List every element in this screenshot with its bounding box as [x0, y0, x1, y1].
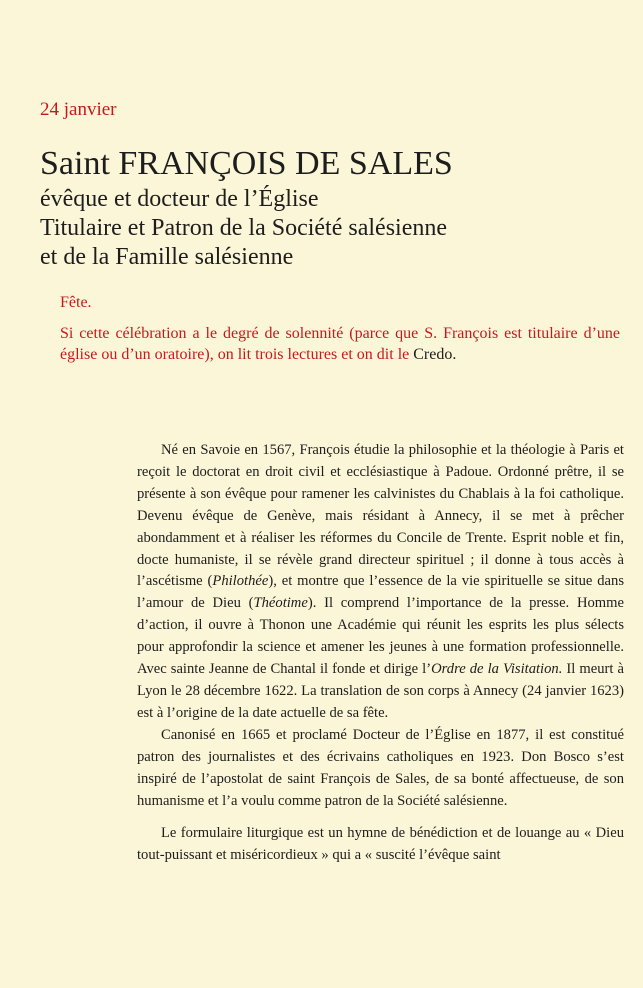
title-philothee: Philothée — [212, 573, 269, 590]
paragraph-biography-part-a: Né en Savoie en 1567, François étudie la philosophie et la théologie à Paris et reçoit le doctorat en droit civil et ecclésiastique à Padoue. Ordonné prêtre, il se présente à son évêque pour ramener les calvinistes du Chablais à la foi catholique. Devenu évêque de Genève, mais résidant à Annecy, il se met à prêcher abondamment et à réaliser les réformes du Concile de Trente. Esprit noble et fin, docte humaniste, il se révèle grand directeur spirituel ; il donne à tous accès à l’ascétisme ( — [137, 442, 624, 590]
biography-text — [137, 440, 624, 867]
rubric-feast-rank: Fête. — [60, 294, 92, 311]
subtitle-line-3: et de la Famille salésienne — [40, 244, 294, 270]
subtitle-line-1: évêque et docteur de l’Église — [40, 186, 319, 212]
liturgical-rubric — [60, 292, 620, 375]
feast-date: 24 janvier — [40, 99, 117, 120]
paragraph-canonization: Canonisé en 1665 et proclamé Docteur de l’Église en 1877, il est constitué patron des journalistes et des écrivains catholiques en 1923. Don Bosco s’est inspiré de l’apostolat de saint François de Sales, de sa bonté affectueuse, de son humanisme et l’a voulu comme patron de la Société salésienne. — [137, 726, 624, 809]
paragraph-biography-part-g: Il meurt à Lyon le 28 décembre 1622. La translation de son corps à Annecy (24 janvier 1623) est à l’origine de la date actuelle de sa fête. — [137, 661, 625, 721]
rubric-solemnity-text: Si cette célébration a le degré de solennité (parce que S. François est titulaire d’une église ou d’un oratoire), on lit trois lectures et on dit le — [60, 325, 620, 363]
saint-name-heading: Saint FRANÇOIS DE SALES — [40, 145, 453, 182]
paragraph-liturgy: Le formulaire liturgique est un hymne de bénédiction et de louange au « Dieu tout-puissant et miséricordieux » qui a « suscité l’évêque saint — [137, 825, 624, 864]
title-ordre-visitation: Ordre de la Visitation. — [431, 661, 563, 678]
paragraph-biography-part-c: ), et montre que l’essence de la vie spirituelle se situe dans l’amour de Dieu ( — [137, 573, 625, 612]
rubric-solemnity-note — [60, 323, 620, 365]
subtitle-line-2: Titulaire et Patron de la Société salésienne — [40, 215, 448, 241]
paragraph-biography-part-e: ). Il comprend l’importance de la presse. Homme d’action, il ouvre à Thonon une Académie qui réunit les esprits les plus sélects pour approfondir la science et amener les jeunes à une formation professionnelle. Avec sainte Jeanne de Chantal il fonde et dirige l’ — [137, 595, 624, 678]
rubric-credo: Credo. — [413, 346, 457, 363]
title-block — [40, 145, 630, 272]
title-theotime: Théotime — [253, 595, 308, 612]
paragraph-biography — [137, 440, 624, 725]
